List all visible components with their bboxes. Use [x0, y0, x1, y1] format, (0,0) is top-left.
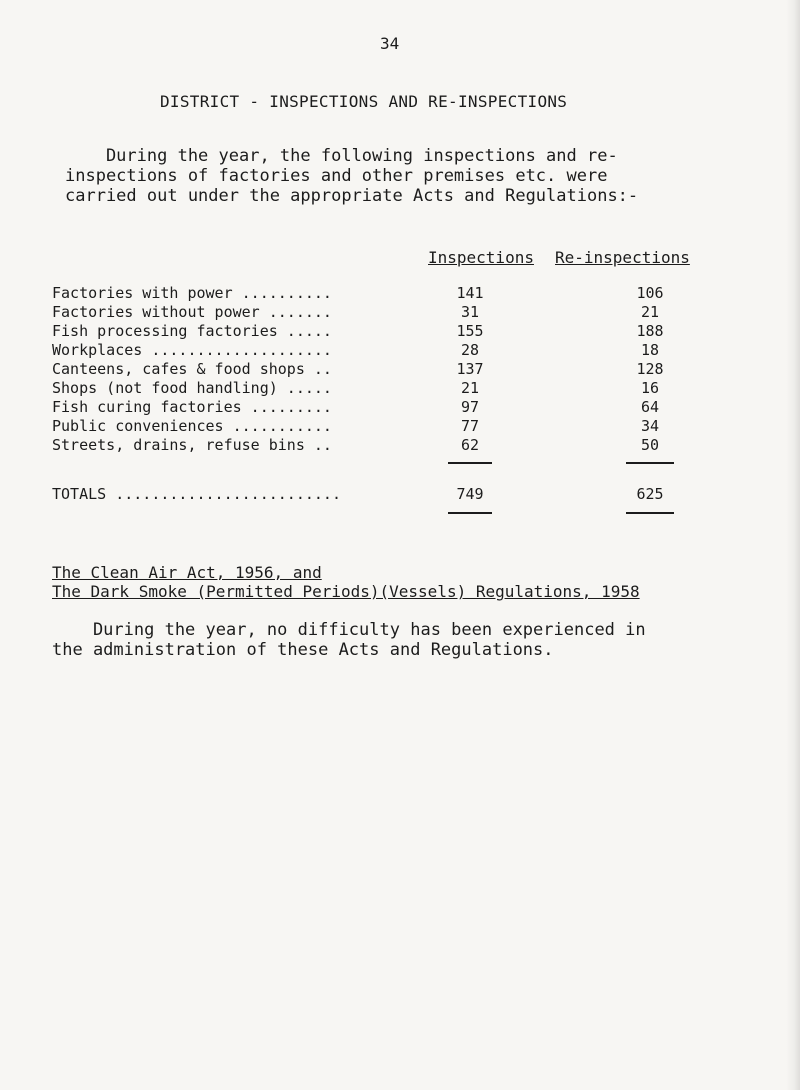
page-heading: DISTRICT - INSPECTIONS AND RE-INSPECTIONS	[160, 92, 568, 111]
row-label: Public conveniences ...........	[52, 417, 332, 435]
row-label: Factories without power .......	[52, 303, 332, 321]
act-title: The Clean Air Act, 1956, and	[52, 563, 322, 582]
inspections-value: 155	[456, 322, 484, 340]
table-row	[0, 303, 800, 322]
row-label: Fish curing factories .........	[52, 398, 332, 416]
inspections-value: 28	[460, 341, 480, 359]
column-header-reinspections: Re-inspections	[555, 248, 690, 267]
totals-inspections: 749	[456, 485, 484, 503]
inspections-value: 141	[456, 284, 484, 302]
closing-paragraph	[52, 620, 752, 660]
page-number: 34	[380, 34, 400, 53]
acts-heading	[52, 563, 640, 601]
table-row	[0, 379, 800, 398]
regulation-title: The Dark Smoke (Permitted Periods)(Vessels) Regulations, 1958	[52, 582, 640, 601]
row-label: Canteens, cafes & food shops ..	[52, 360, 332, 378]
reinspections-value: 18	[640, 341, 660, 359]
inspections-value: 31	[460, 303, 480, 321]
row-label: Factories with power ..........	[52, 284, 332, 302]
totals-reinspections: 625	[636, 485, 664, 503]
reinspections-value: 188	[636, 322, 664, 340]
subtotal-rule-reinspections	[626, 462, 674, 464]
subtotal-rule-inspections	[448, 462, 492, 464]
row-label: Streets, drains, refuse bins ..	[52, 436, 332, 454]
column-header-inspections: Inspections	[428, 248, 534, 267]
reinspections-value: 21	[640, 303, 660, 321]
closing-line: the administration of these Acts and Regulations.	[52, 640, 554, 660]
table-row	[0, 360, 800, 379]
row-label: Fish processing factories .....	[52, 322, 332, 340]
row-label: Shops (not food handling) .....	[52, 379, 332, 397]
inspections-value: 77	[460, 417, 480, 435]
inspections-value: 21	[460, 379, 480, 397]
table-row	[0, 436, 800, 455]
table-row	[0, 341, 800, 360]
intro-line: carried out under the appropriate Acts and Regulations:-	[65, 186, 639, 206]
inspections-table	[0, 284, 800, 455]
table-row	[0, 398, 800, 417]
intro-line: inspections of factories and other premises etc. were	[65, 166, 608, 186]
table-row	[0, 284, 800, 303]
reinspections-value: 34	[640, 417, 660, 435]
table-row	[0, 322, 800, 341]
total-rule-reinspections	[626, 512, 674, 514]
reinspections-value: 50	[640, 436, 660, 454]
reinspections-value: 16	[640, 379, 660, 397]
reinspections-value: 128	[636, 360, 664, 378]
reinspections-value: 64	[640, 398, 660, 416]
reinspections-value: 106	[636, 284, 664, 302]
intro-line: During the year, the following inspections and re-	[65, 146, 618, 166]
inspections-value: 137	[456, 360, 484, 378]
inspections-value: 62	[460, 436, 480, 454]
inspections-value: 97	[460, 398, 480, 416]
page-edge-shadow	[786, 0, 800, 1090]
row-label: Workplaces ....................	[52, 341, 332, 359]
closing-line: During the year, no difficulty has been experienced in	[52, 620, 646, 640]
totals-label: TOTALS .........................	[52, 485, 341, 503]
total-rule-inspections	[448, 512, 492, 514]
intro-paragraph	[65, 146, 745, 206]
table-row	[0, 417, 800, 436]
